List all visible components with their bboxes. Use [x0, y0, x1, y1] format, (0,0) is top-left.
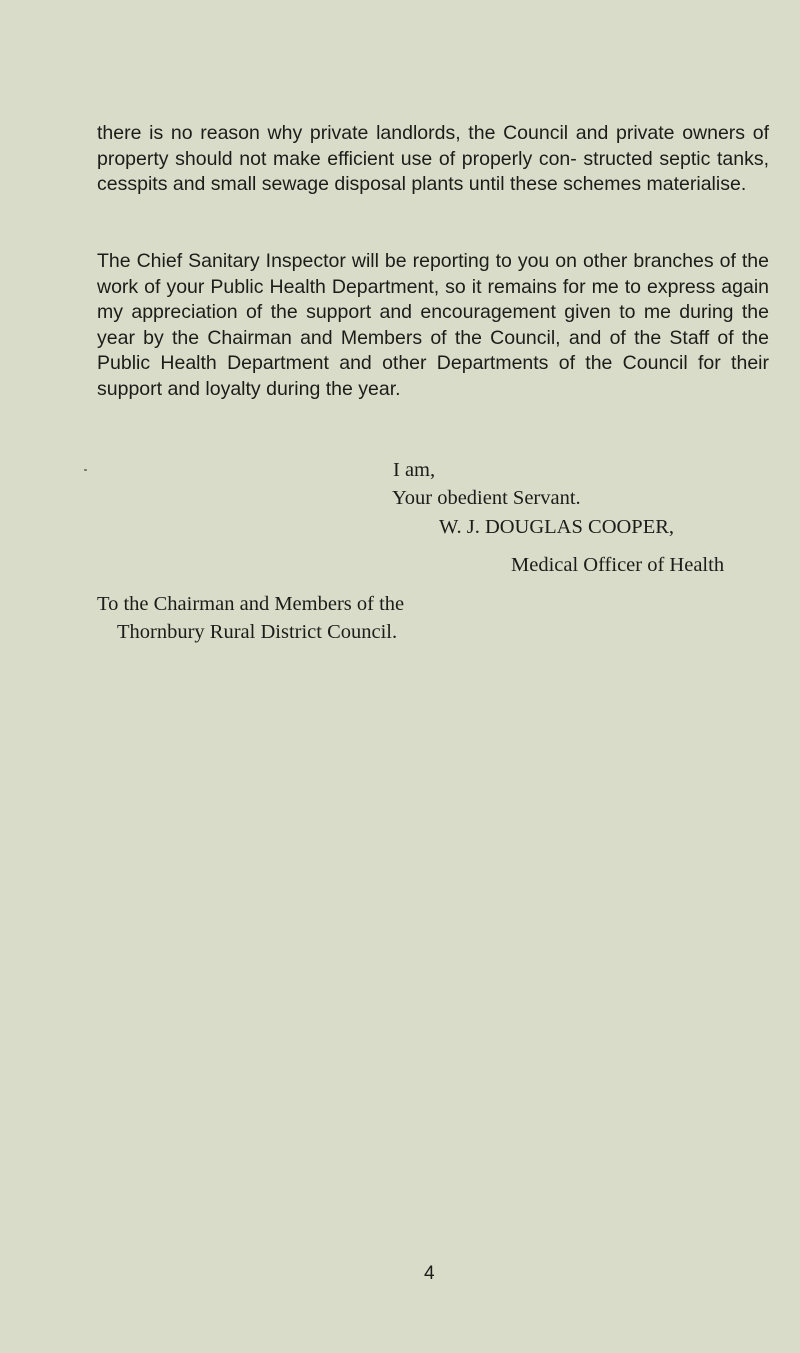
addressee-line: Thornbury Rural District Council. — [117, 621, 398, 643]
letter-closing: I am, — [393, 459, 436, 481]
signatory-title: Medical Officer of Health — [511, 554, 725, 576]
letter-valediction: Your obedient Servant. — [392, 487, 581, 509]
scan-speck — [84, 469, 87, 471]
signatory-name: W. J. DOUGLAS COOPER, — [439, 516, 675, 538]
body-paragraph: The Chief Sanitary Inspector will be reporting to you on other branches of the work of your Public Health Department, so it remains for me to express again my appreciation of the support and encouragement given to me during the year by the Chairman and Members of the Council, and of the Staff of the Public Health Department and other Departments of the Council for their support and loyalty during the year. — [97, 250, 769, 400]
body-paragraph: there is no reason why private landlords, the Council and private owners of property should not make efficient use of properly con- structed septic tanks, cesspits and small sewage disposal plants until these schemes materialise. — [97, 122, 769, 196]
addressee-line: To the Chairman and Members of the — [97, 593, 405, 615]
page-number: 4 — [424, 1263, 435, 1284]
